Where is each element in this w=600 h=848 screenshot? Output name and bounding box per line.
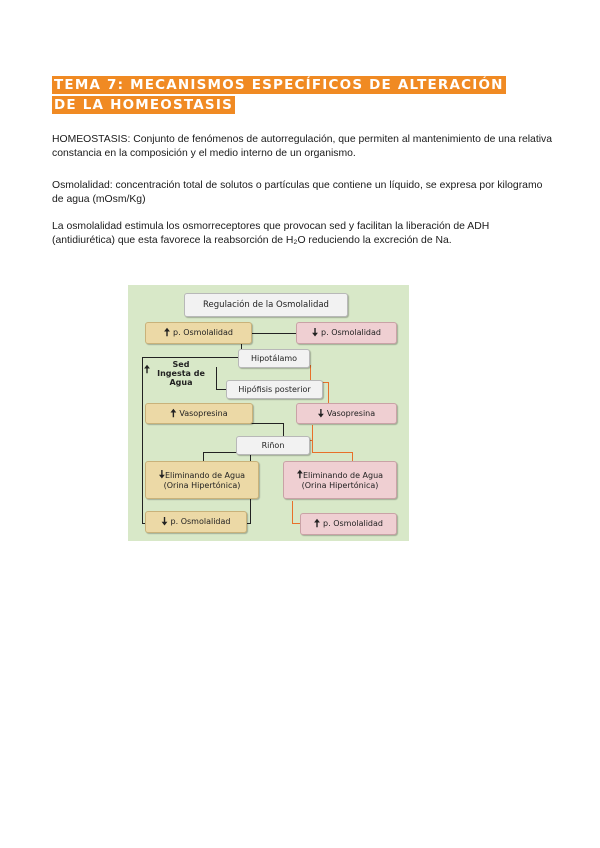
up-arrow-icon: 🠅	[164, 326, 171, 339]
down-arrow-icon: 🠇	[312, 326, 319, 339]
down-arrow-icon: 🠇	[317, 406, 324, 420]
hypothalamus-box: Hipotálamo	[238, 349, 310, 368]
result-increase-osmolality-box: 🠅 p. Osmolalidad	[300, 513, 397, 535]
up-arrow-icon: 🠅	[314, 517, 321, 530]
posterior-pituitary-box: Hipófisis posterior	[226, 380, 323, 399]
osmolality-mechanism: La osmolalidad estimula los osmorreceptores que provocan sed y facilitan la liberación de ADH (antidiurética) que esta favorece la reabsorción de H₂O reduciendo la excreción de Na.	[52, 221, 490, 246]
increase-osmolality-box: 🠅 p. Osmolalidad	[145, 322, 252, 344]
eliminating-water-left-box: 🠇Eliminando de Agua (Orina Hipertónica)	[145, 461, 259, 499]
osmolality-definition: Osmolalidad: concentración total de solutos o partículas que contiene un líquido, se expresa por kilogramo de agua (mOsm/Kg)	[52, 180, 543, 205]
thirst-label: 🠅 Sed Ingesta de Agua	[144, 360, 205, 387]
eliminating-water-right-box: 🠅Eliminando de Agua (Orina Hipertónica)	[283, 461, 397, 499]
kidney-box: Riñon	[236, 436, 310, 455]
homeostasis-definition: HOMEOSTASIS: Conjunto de fenómenos de autorregulación, que permiten al mantenimiento de una relativa constancia en la composición y el medio interno de un organismo.	[52, 134, 552, 159]
down-arrow-icon: 🠇	[158, 467, 165, 481]
result-decrease-osmolality-box: 🠇 p. Osmolalidad	[145, 511, 247, 533]
diagram-title-box: Regulación de la Osmolalidad	[184, 293, 348, 317]
decrease-osmolality-box: 🠇 p. Osmolalidad	[296, 322, 397, 344]
down-arrow-icon: 🠇	[161, 515, 168, 528]
page-title: TEMA 7: MECANISMOS ESPECÍFICOS DE ALTERACIÓN DE LA HOMEOSTASIS	[54, 77, 504, 113]
vasopressin-decrease-box: 🠇 Vasopresina	[296, 403, 397, 424]
up-arrow-icon: 🠅	[144, 363, 151, 376]
vasopressin-increase-box: 🠅 Vasopresina	[145, 403, 253, 424]
up-arrow-icon: 🠅	[170, 406, 177, 420]
osmolality-regulation-diagram	[128, 285, 409, 541]
up-arrow-icon: 🠅	[296, 467, 303, 481]
